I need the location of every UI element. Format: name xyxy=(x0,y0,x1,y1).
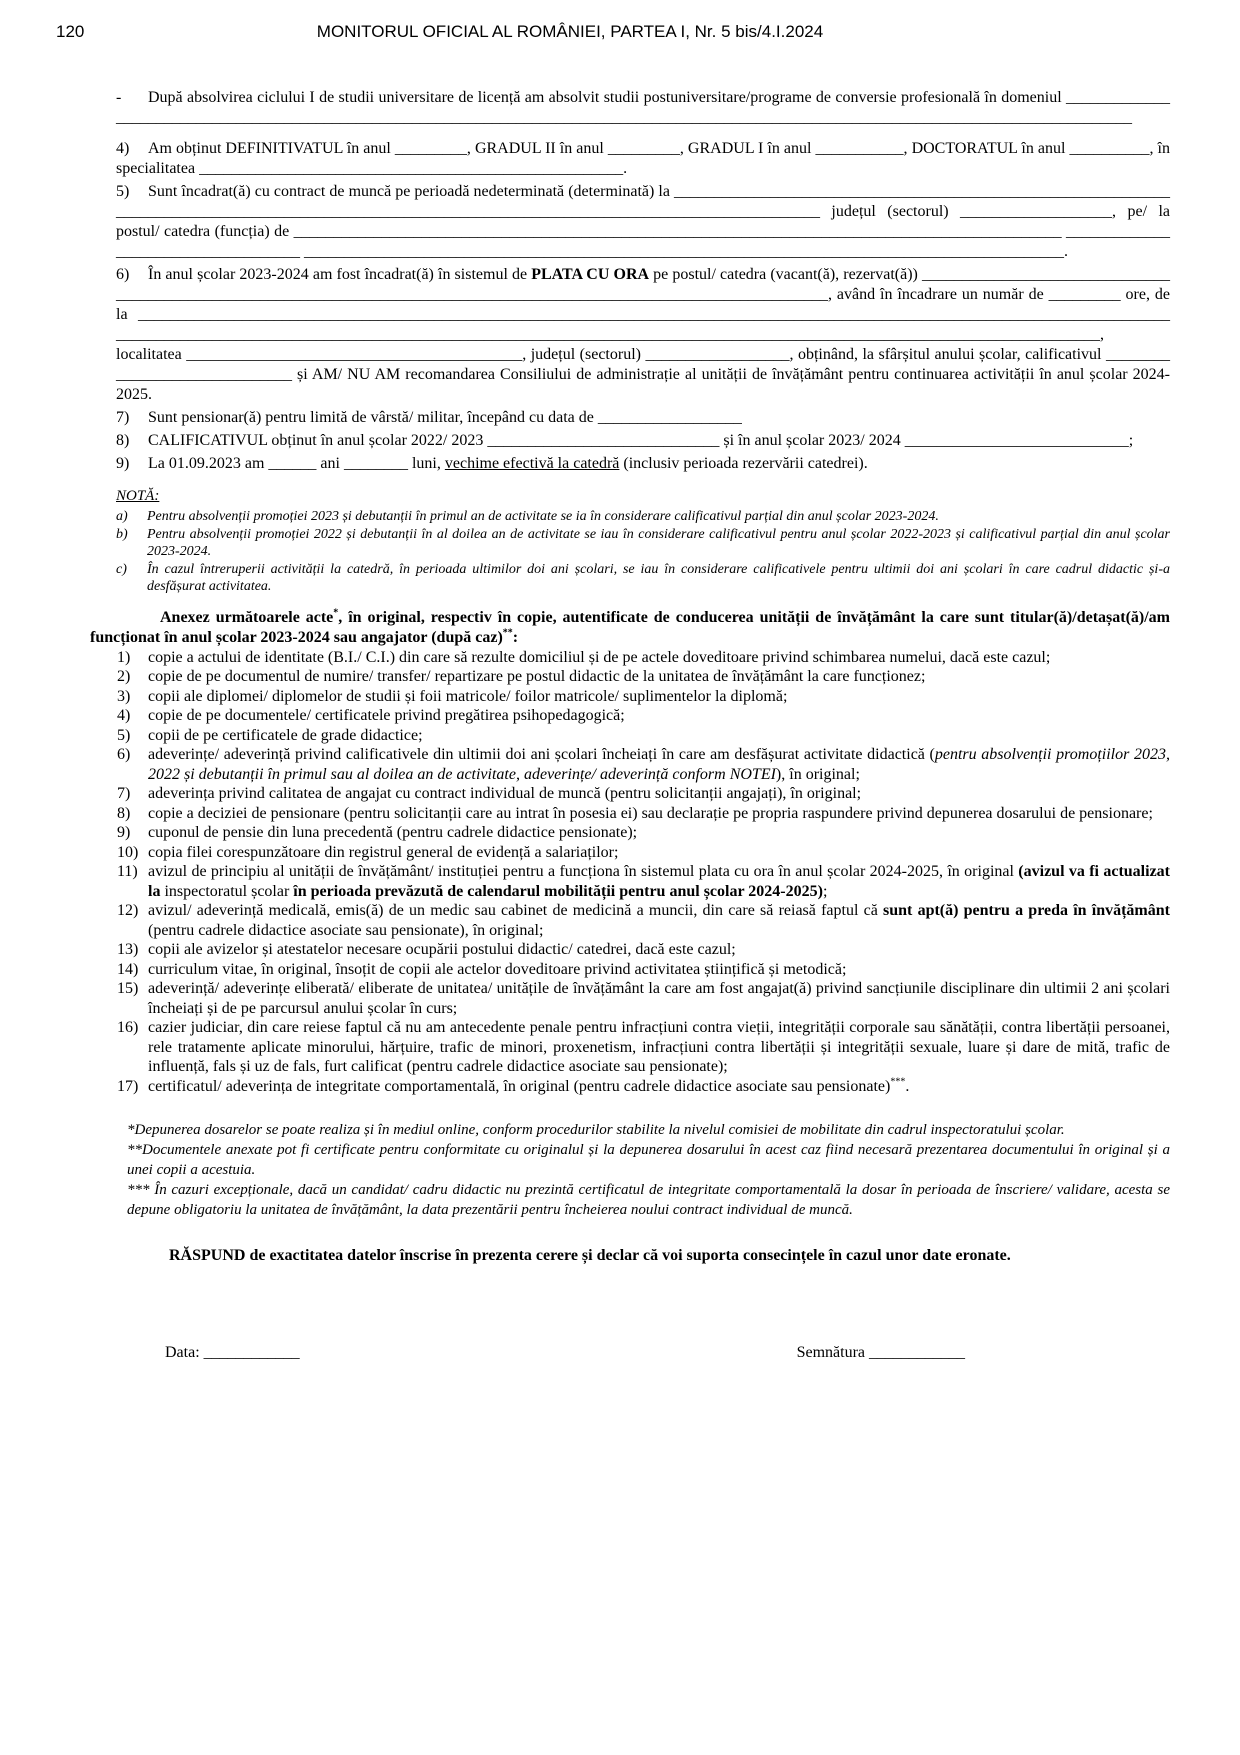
date-label: Data: xyxy=(165,1344,200,1361)
document-item-text: adeverință/ adeverințe eliberată/ eliberate de unitatea/ unitățile de învățământ la care am fost angajat(ă) privind sancțiunile disciplinare din ultimii 2 ani școlari încheiați și de pe parcursul anului școlar în curs; xyxy=(148,980,1170,1017)
document-item-text: copie a deciziei de pensionare (pentru solicitanții care au intrat în posesia ei) sau declarație pe propria raspundere privind depunerea dosarului de pensionare; xyxy=(148,804,1153,822)
nota-item xyxy=(116,526,1170,561)
document-item-text: adeverința privind calitatea de angajat cu contract individual de muncă (pentru solicitanții angajați), în original; xyxy=(148,785,862,802)
document-list-item xyxy=(117,843,1170,863)
document-item-number: 8) xyxy=(117,804,131,822)
form-item xyxy=(116,139,1170,179)
form-item xyxy=(116,88,1170,128)
footnote xyxy=(127,1120,1170,1140)
document-item-text: avizul/ adeverință medicală, emis(ă) de un medic sau cabinet de medicină a muncii, din care să reiasă faptul că sunt apt(ă) pentru a preda în învățământ (pentru cadrele didactice asociate sau pensionate), în original; xyxy=(148,902,1170,939)
item-text: În anul școlar 2023-2024 am fost încadrat(ă) în sistemul de PLATA CU ORA pe postul/ catedra (vacant(ă), rezervat(ă)) ________________________________________________________________________________________________________________________, având în încadrare un număr de _________ ore, de la ____________________________________________________________________________________________________________________________________________________________________________________________________________________________________________________________, localitatea __________________________________________, județul (sectorul) __________________, obținând, la sfârșitul anului școlar, calificativul ______________________________ și AM/ NU AM recomandarea Consiliului de administrație al unității de învățământ pentru continuarea activității în anul școlar 2024-2025. xyxy=(116,266,1171,403)
nota-item xyxy=(116,561,1170,596)
footnote xyxy=(127,1180,1170,1220)
document-item-text: copii ale diplomei/ diplomelor de studii și foii matricole/ foilor matricole/ suplimentelor la diplomă; xyxy=(148,687,788,705)
document-list-item xyxy=(117,862,1170,901)
document-item-number: 5) xyxy=(117,726,131,744)
document-list-item xyxy=(117,687,1170,707)
form-item xyxy=(116,431,1170,451)
item-marker: 9) xyxy=(116,455,130,472)
document-list-item xyxy=(117,901,1170,940)
signature-field xyxy=(797,1344,965,1362)
nota-section xyxy=(116,487,1170,596)
document-list-item xyxy=(117,667,1170,687)
document-item-number: 3) xyxy=(117,687,131,705)
item-text: După absolvirea ciclului I de studii universitare de licență am absolvit studii postuniversitare/programe de conversie profesională în domeniul ____________________________________________________________________________________________________________________________________________ xyxy=(116,89,1170,126)
footnote-text: *Depunerea dosarelor se poate realiza și în mediul online, conform procedurilor stabilite la nivelul comisiei de mobilitate din cadrul inspectoratului școlar. xyxy=(127,1122,1065,1138)
document-item-number: 4) xyxy=(117,707,131,724)
footnote xyxy=(127,1140,1170,1180)
date-field xyxy=(165,1344,300,1362)
document-item-text: curriculum vitae, în original, însoțit de copii ale actelor doveditoare privind activitatea științifică și metodică; xyxy=(148,960,847,978)
document-item-text: cuponul de pensie din luna precedentă (pentru cadrele didactice pensionate); xyxy=(148,824,638,841)
document-item-number: 1) xyxy=(117,648,131,666)
item-marker: 7) xyxy=(116,409,130,426)
nota-heading: NOTĂ: xyxy=(116,488,160,504)
document-item-text: certificatul/ adeverința de integritate comportamentală, în original (pentru cadrele didactice asociate sau pensionate)***. xyxy=(148,1076,910,1095)
document-item-number: 17) xyxy=(117,1077,139,1095)
footnotes-section xyxy=(127,1120,1170,1220)
document-list-item xyxy=(117,706,1170,726)
annex-intro: Anexez următoarele acte*, în original, respectiv în copie, autentificate de conducerea unității de învățământ la care sunt titular(ă)/detașat(ă)/am funcționat în anul școlar 2023-2024 sau angajator (după caz)**: xyxy=(90,607,1171,646)
nota-item-text: În cazul întreruperii activității la catedră, în perioada ultimilor doi ani școlari, se iau în considerare calificativele pentru ultimii doi ani școlari în care cadrul didactic și-a desfășurat activitatea. xyxy=(147,561,1170,594)
declaration-statement: RĂSPUND de exactitatea datelor înscrise în prezenta cerere și declar că voi suporta consecințele în cazul unor date eronate. xyxy=(169,1247,1011,1264)
nota-item-marker: b) xyxy=(116,526,128,542)
item-text: CALIFICATIVUL obținut în anul școlar 2022/ 2023 _____________________________ și în anul școlar 2023/ 2024 ____________________________; xyxy=(148,432,1134,449)
item-marker: 5) xyxy=(116,183,130,200)
document-item-number: 6) xyxy=(117,746,131,763)
document-list-item xyxy=(117,784,1170,804)
document-list-item xyxy=(117,1018,1170,1077)
form-item xyxy=(116,182,1170,262)
page-header xyxy=(56,22,1170,44)
document-item-number: 14) xyxy=(117,960,139,978)
document-item-text: copii ale avizelor și atestatelor necesare ocupării postului didactic/ catedrei, dacă este cazul; xyxy=(148,941,736,958)
form-item xyxy=(116,265,1170,405)
item-text: La 01.09.2023 am ______ ani ________ luni, vechime efectivă la catedră (inclusiv perioada rezervării catedrei). xyxy=(148,455,868,472)
item-text: Sunt încadrat(ă) cu contract de muncă pe perioadă nedeterminată (determinată) la ______________________________________________________________________________________________________________________________________________________ județul (sectorul) ___________________, pe/ la postul/ catedra (funcția) de ________________________________________________________________________________________________ ____________________________________ _______________________________________________________________________________________________. xyxy=(116,183,1171,260)
document-item-text: copie a actului de identitate (B.I./ C.I.) din care să rezulte domiciliul și de pe actele doveditoare privind schimbarea numelui, dacă este cazul; xyxy=(148,648,1051,666)
signature-label: Semnătura xyxy=(796,1344,865,1361)
document-item-number: 2) xyxy=(117,668,131,685)
document-list-item xyxy=(117,745,1170,784)
item-text: Sunt pensionar(ă) pentru limită de vârstă/ militar, începând cu data de __________________ xyxy=(148,409,742,426)
document-item-number: 10) xyxy=(117,843,139,861)
annex-section xyxy=(90,608,1170,1097)
item-marker: 8) xyxy=(116,432,130,449)
document-item-number: 15) xyxy=(117,980,139,997)
date-blank: ____________ xyxy=(203,1344,300,1361)
document-item-text: avizul de principiu al unității de învățământ/ instituției pentru a funcționa în sistemul plata cu ora în anul școlar 2024-2025, în original (avizul va fi actualizat la inspectoratul școlar în perioada prevăzută de calendarul mobilității pentru anul școlar 2024-2025); xyxy=(148,863,1171,900)
item-text: Am obținut DEFINITIVATUL în anul _________, GRADUL II în anul _________, GRADUL I în anul ___________, DOCTORATUL în anul __________, în specialitatea _____________________________________________________. xyxy=(116,140,1170,177)
document-item-text: copie de pe documentele/ certificatele privind pregătirea psihopedagogică; xyxy=(148,707,625,724)
form-main-list xyxy=(116,88,1170,474)
document-item-number: 11) xyxy=(117,863,138,880)
document-list-item xyxy=(117,960,1170,980)
document-item-number: 9) xyxy=(117,824,131,841)
nota-item-marker: a) xyxy=(116,509,128,524)
document-item-text: copii de pe certificatele de grade didactice; xyxy=(148,726,423,744)
document-item-number: 16) xyxy=(117,1019,139,1036)
document-item-text: copia filei corespunzătoare din registrul general de evidență a salariaților; xyxy=(148,843,619,861)
signature-blank: ____________ xyxy=(869,1344,965,1361)
document-list-item xyxy=(117,940,1170,960)
signature-row xyxy=(90,1344,1170,1362)
document-item-number: 7) xyxy=(117,785,131,802)
item-marker: 6) xyxy=(116,266,130,283)
nota-item-text: Pentru absolvenții promoției 2023 și debutanții în primul an de activitate se ia în considerare calificativul parțial din anul școlar 2023-2024. xyxy=(147,509,939,524)
document-item-text: copie de pe documentul de numire/ transfer/ repartizare pe postul didactic de la unitatea de învățământ la care funcționez; xyxy=(148,668,926,685)
document-list-item xyxy=(117,726,1170,746)
item-marker: 4) xyxy=(116,140,130,157)
form-item xyxy=(116,454,1170,474)
document-item-text: adeverințe/ adeverință privind calificativele din ultimii doi ani școlari încheiați în care am desfășurat activitate didactică (pentru absolvenții promoțiilor 2023, 2022 și debutanții în primul sau al doilea an de activitate, adeverințe/ adeverință conform NOTEI), în original; xyxy=(148,746,1170,783)
document-item-text: cazier judiciar, din care reiese faptul că nu am antecedente penale pentru infracțiuni contra vieții, integrității corporale sau sănătății, contra libertății persoanei, rele tratamente aplicate minorului, hărțuire, trafic de minori, proxenetism, infracțiuni contra libertății și integrității sexuale, luare și dare de mită, trafic de influență, fals și uz de fals, furt calificat (pentru cadrele didactice asociate sau pensionate); xyxy=(148,1019,1170,1075)
document-item-number: 13) xyxy=(117,941,139,958)
nota-item-text: Pentru absolvenții promoției 2022 și debutanții în al doilea an de activitate se iau în considerare calificativul pentru anul școlar 2022-2023 și calificativul parțial din anul școlar 2023-2024. xyxy=(147,526,1170,559)
journal-title: MONITORUL OFICIAL AL ROMÂNIEI, PARTEA I, Nr. 5 bis/4.I.2024 xyxy=(316,22,824,41)
document-list-item xyxy=(117,648,1170,668)
nota-item-marker: c) xyxy=(116,561,127,577)
page-number: 120 xyxy=(56,22,85,41)
documents-list xyxy=(117,648,1170,1097)
footnote-text: **Documentele anexate pot fi certificate pentru conformitate cu originalul și la depunerea dosarului în acest caz fiind necesară prezentarea documentului în original și a unei copii a acestuia. xyxy=(127,1142,1170,1178)
document-list-item xyxy=(117,804,1170,824)
footnote-text: *** În cazuri excepționale, dacă un candidat/ cadru didactic nu prezintă certificatul de integritate comportamentală la dosar în perioada de înscriere/ validare, acesta se depune obligatoriu la unitatea de învățământ, la data prezentării pentru încheierea noului contract individual de muncă. xyxy=(127,1182,1170,1218)
item-marker: - xyxy=(116,89,122,106)
document-list-item xyxy=(117,1077,1170,1097)
document-list-item xyxy=(117,979,1170,1018)
form-item xyxy=(116,408,1170,428)
nota-item xyxy=(116,508,1170,526)
document-list-item xyxy=(117,823,1170,843)
document-item-number: 12) xyxy=(117,902,139,919)
